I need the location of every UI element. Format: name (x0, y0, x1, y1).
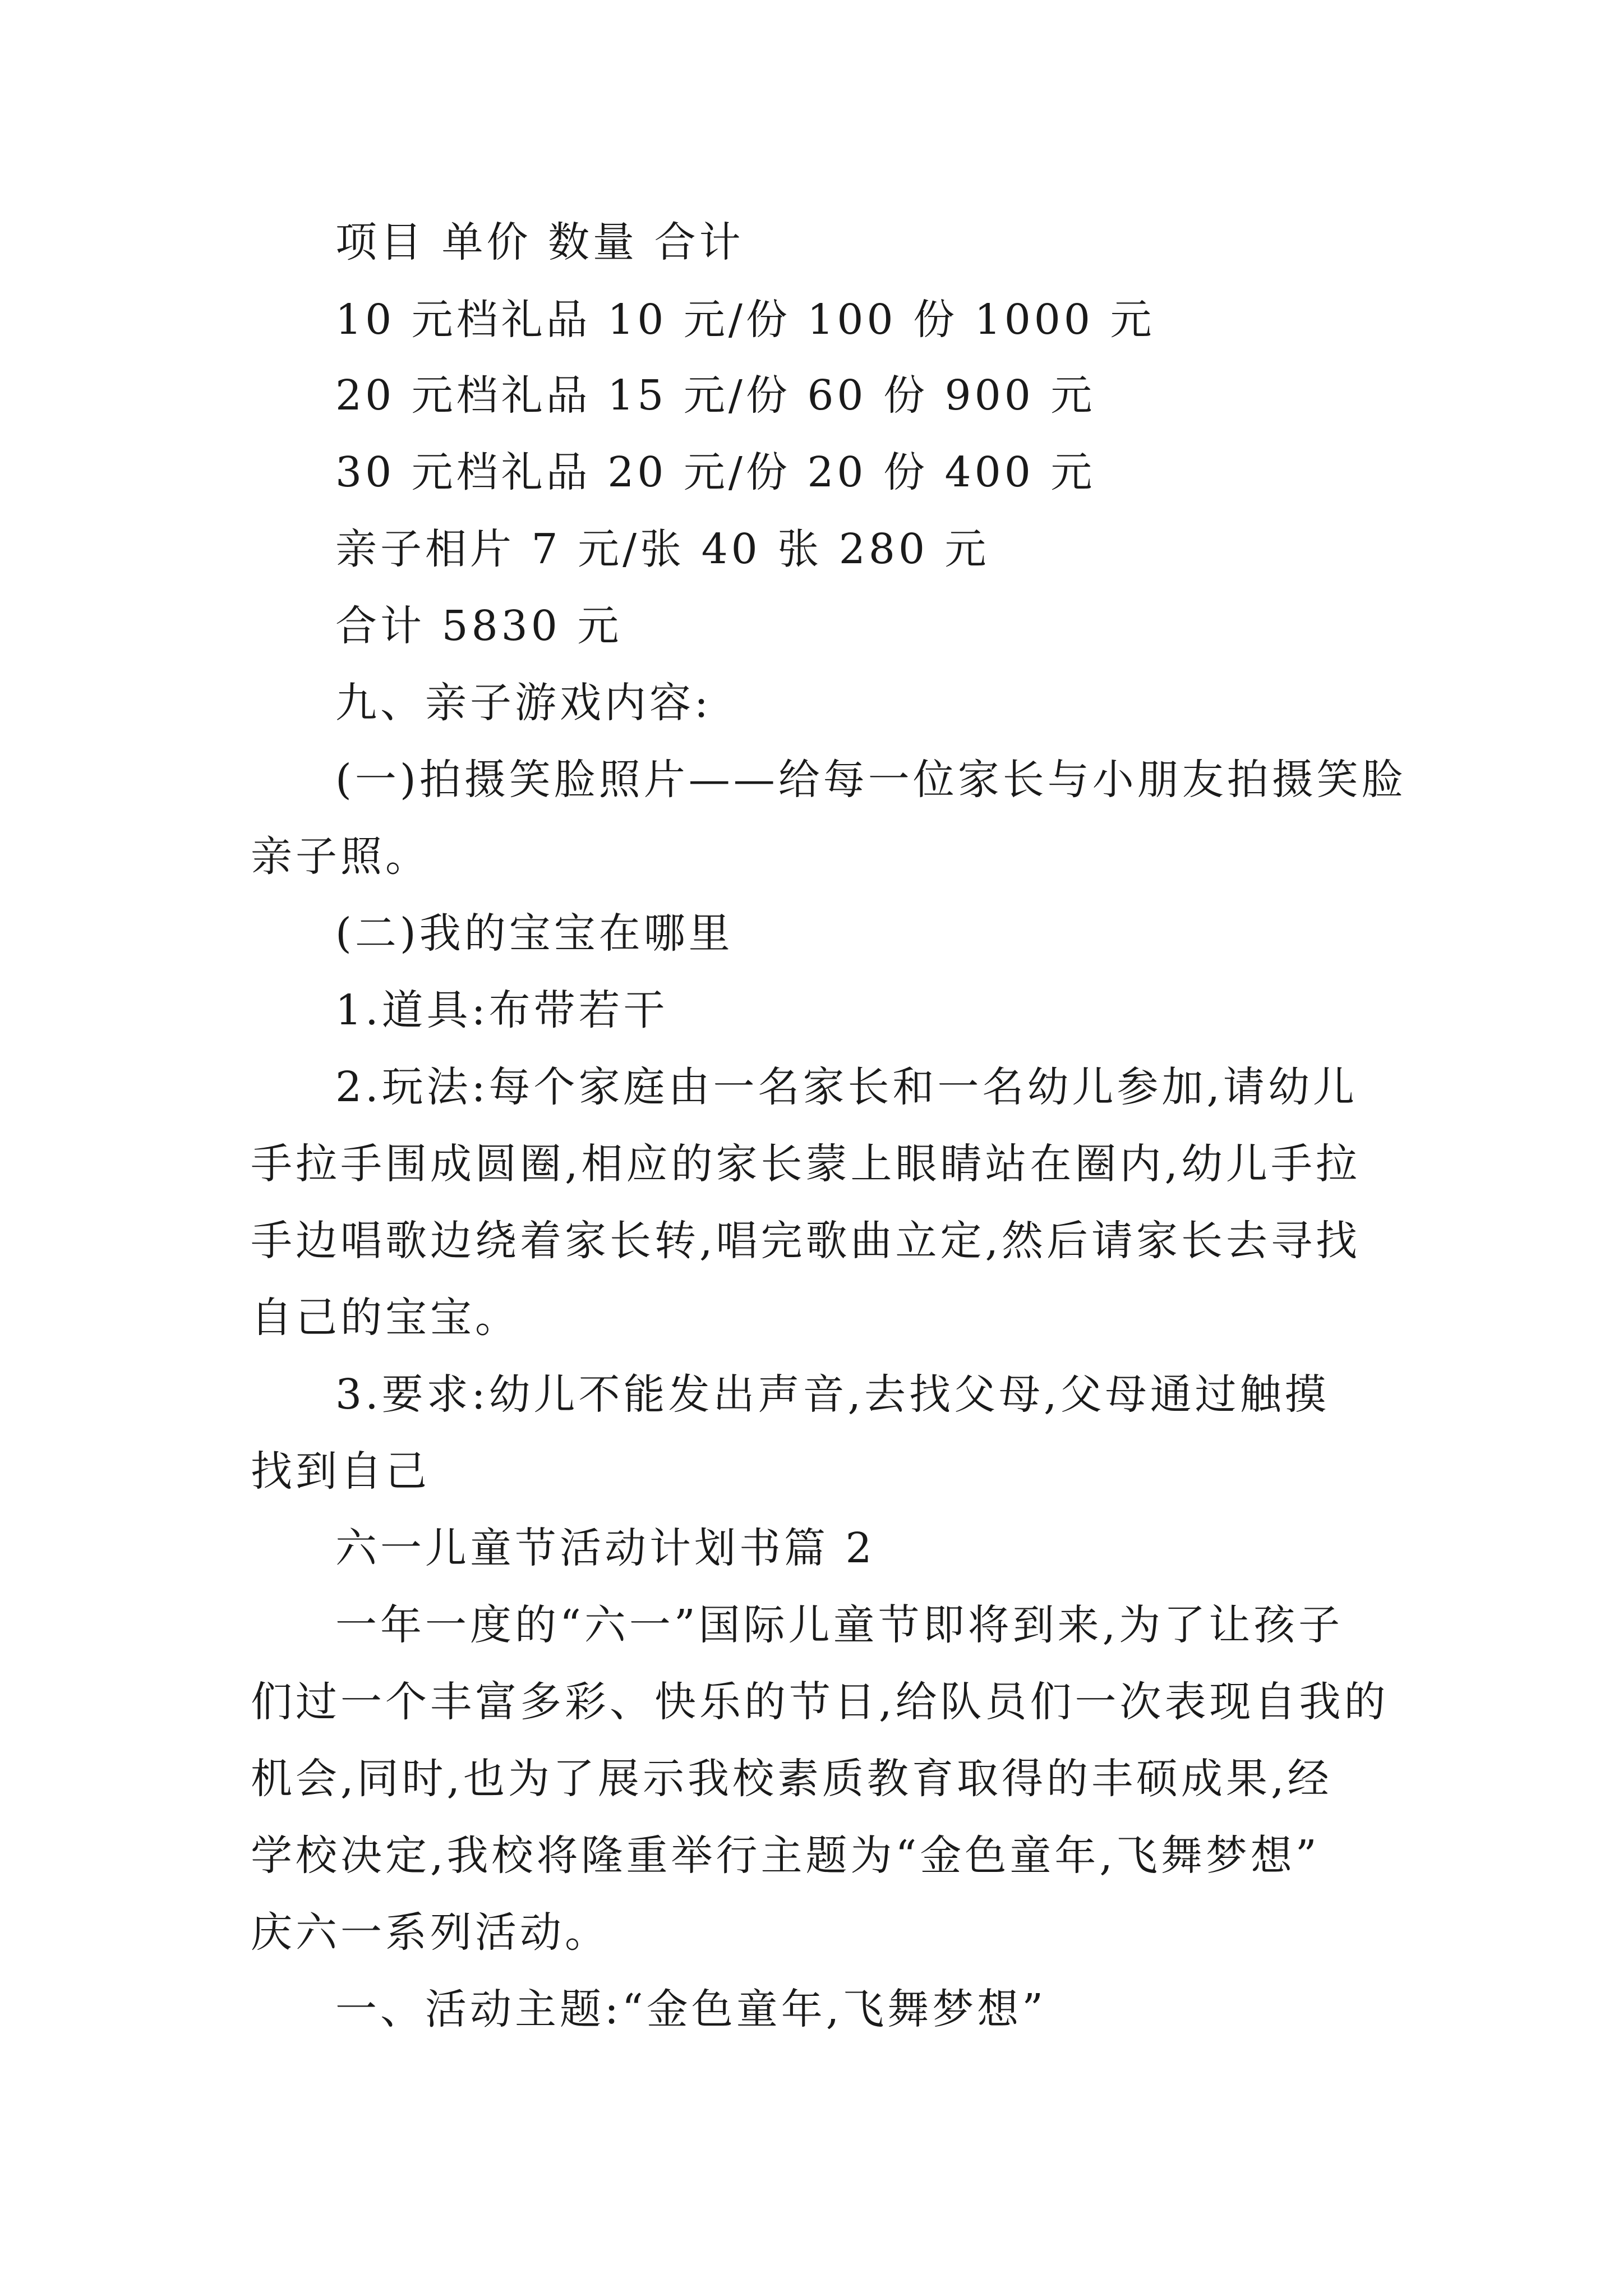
section-heading-theme: 一、活动主题:“金色童年,飞舞梦想” (335, 1985, 1047, 2033)
paragraph-line: (一)拍摄笑脸照片——给每一位家长与小朋友拍摄笑脸 (335, 756, 1407, 804)
paragraph-line: 1.道具:布带若干 (335, 986, 668, 1034)
paragraph-line: 3.要求:幼儿不能发出声音,去找父母,父母通过触摸 (335, 1370, 1330, 1419)
paragraph-line: 机会,同时,也为了展示我校素质教育取得的丰硕成果,经 (251, 1755, 1332, 1803)
budget-total-line: 合计 5830 元 (335, 602, 623, 650)
table-header-line: 项目 单价 数量 合计 (335, 218, 744, 266)
budget-row-photo: 亲子相片 7 元/张 40 张 280 元 (335, 525, 990, 573)
paragraph-line: 庆六一系列活动。 (251, 1908, 610, 1957)
budget-row-20-gift: 20 元档礼品 15 元/份 60 份 900 元 (335, 371, 1096, 420)
budget-row-10-gift: 10 元档礼品 10 元/份 100 份 1000 元 (335, 296, 1155, 344)
paragraph-line: 手拉手围成圆圈,相应的家长蒙上眼睛站在圈内,幼儿手拉 (251, 1140, 1361, 1188)
paragraph-line: 亲子照。 (251, 832, 430, 881)
paragraph-line: 一年一度的“六一”国际儿童节即将到来,为了让孩子 (335, 1601, 1344, 1649)
subheading-game-two: (二)我的宝宝在哪里 (335, 909, 734, 958)
paragraph-line: 手边唱歌边绕着家长转,唱完歌曲立定,然后请家长去寻找 (251, 1217, 1361, 1265)
paragraph-line: 找到自己 (251, 1447, 430, 1496)
section-heading-games: 九、亲子游戏内容: (335, 679, 712, 727)
section-title-part-two: 六一儿童节活动计划书篇 2 (335, 1524, 875, 1572)
paragraph-line: 2.玩法:每个家庭由一名家长和一名幼儿参加,请幼儿 (335, 1063, 1358, 1111)
paragraph-line: 学校决定,我校将隆重举行主题为“金色童年,飞舞梦想” (251, 1832, 1320, 1880)
paragraph-line: 自己的宝宝。 (251, 1294, 520, 1342)
paragraph-line: 们过一个丰富多彩、快乐的节日,给队员们一次表现自我的 (251, 1678, 1389, 1726)
budget-row-30-gift: 30 元档礼品 20 元/份 20 份 400 元 (335, 448, 1096, 496)
